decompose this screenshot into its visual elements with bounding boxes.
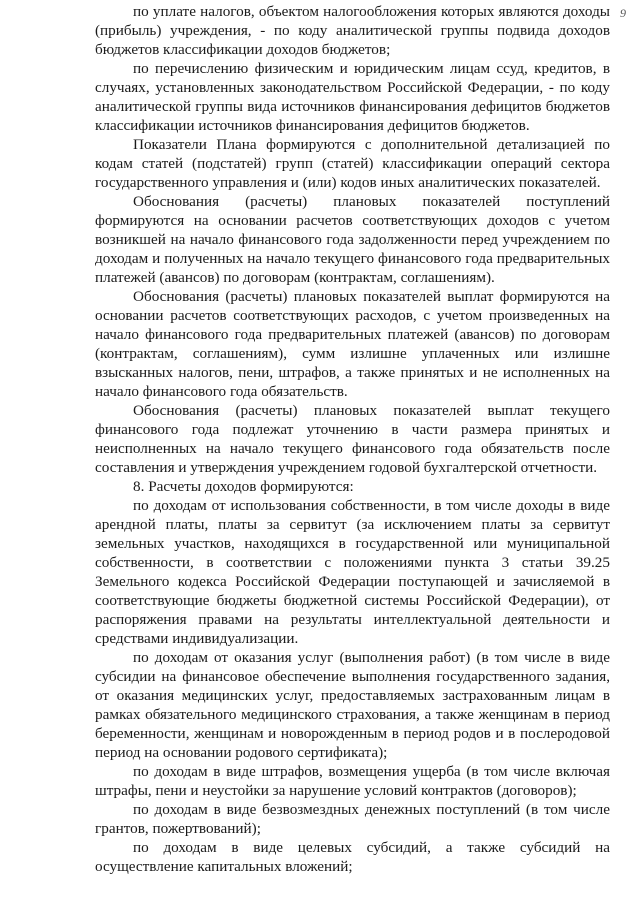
paragraph-plan-indicators: Показатели Плана формируются с дополнительной детализацией по кодам статей (подстатей) групп (статей) классификации операций сектора государственного управления и (или) кодов иных аналитических показателей.	[95, 136, 610, 191]
paragraph-property-income: по доходам от использования собственности, в том числе доходы в виде арендной платы, платы за сервитут (за исключением платы за сервитут земельных участков, находящихся в государственной или муниципальной собственности, в соответствии с положениями пункта 3 статьи 39.25 Земельного кодекса Российской Федерации поступающей и зачисляемой в соответствующие бюджеты бюджетной системы Российской Федерации), от распоряжения правами на результаты интеллектуальной деятельности и средствами индивидуализации.	[95, 497, 610, 647]
paragraph-expense-justification: Обоснования (расчеты) плановых показателей выплат формируются на основании расчетов соответствующих расходов, с учетом произведенных на начало финансового года предварительных платежей (авансов) по договорам (контрактам, соглашениям), сумм излишне уплаченных или излишне взысканных налогов, пени, штрафов, а также принятых и не исполненных на начало финансового года обязательств.	[95, 288, 610, 400]
section-heading-revenue-calculations: 8. Расчеты доходов формируются:	[133, 478, 354, 495]
paragraph-grants-income: по доходам в виде безвозмездных денежных поступлений (в том числе грантов, пожертвований);	[95, 801, 610, 837]
paragraph-fines-income: по доходам в виде штрафов, возмещения ущерба (в том числе включая штрафы, пени и неустойки за нарушение условий контрактов (договоров);	[95, 763, 610, 799]
document-body	[95, 2, 610, 876]
paragraph-services-income: по доходам от оказания услуг (выполнения работ) (в том числе в виде субсидии на финансовое обеспечение выполнения государственного задания, от оказания медицинских услуг, предоставляемых застрахованным лицам в рамках обязательного медицинского страхования, а также женщинам в период беременности, женщинам и новорожденным в период родов и в послеродовой период на основании родового сертификата);	[95, 649, 610, 761]
paragraph-loans: по перечислению физическим и юридическим лицам ссуд, кредитов, в случаях, установленных законодательством Российской Федерации, - по коду аналитической группы вида источников финансирования дефицитов бюджетов классификации источников финансирования дефицитов бюджетов.	[95, 60, 610, 134]
page-number-mark: 9	[620, 6, 626, 20]
paragraph-taxes: по уплате налогов, объектом налогообложения которых являются доходы (прибыль) учреждения, - по коду аналитической группы подвида доходов бюджетов классификации доходов бюджетов;	[95, 3, 610, 58]
paragraph-current-year-update: Обоснования (расчеты) плановых показателей выплат текущего финансового года подлежат уточнению в части размера принятых и неисполненных на начало текущего финансового года обязательств после составления и утверждения учреждением годовой бухгалтерской отчетности.	[95, 402, 610, 476]
paragraph-subsidies-income: по доходам в виде целевых субсидий, а также субсидий на осуществление капитальных вложений;	[95, 839, 610, 875]
paragraph-revenue-justification: Обоснования (расчеты) плановых показателей поступлений формируются на основании расчетов соответствующих доходов с учетом возникшей на начало финансового года задолженности перед учреждением по доходам и полученных на начало текущего финансового года предварительных платежей (авансов) по договорам (контрактам, соглашениям).	[95, 193, 610, 286]
